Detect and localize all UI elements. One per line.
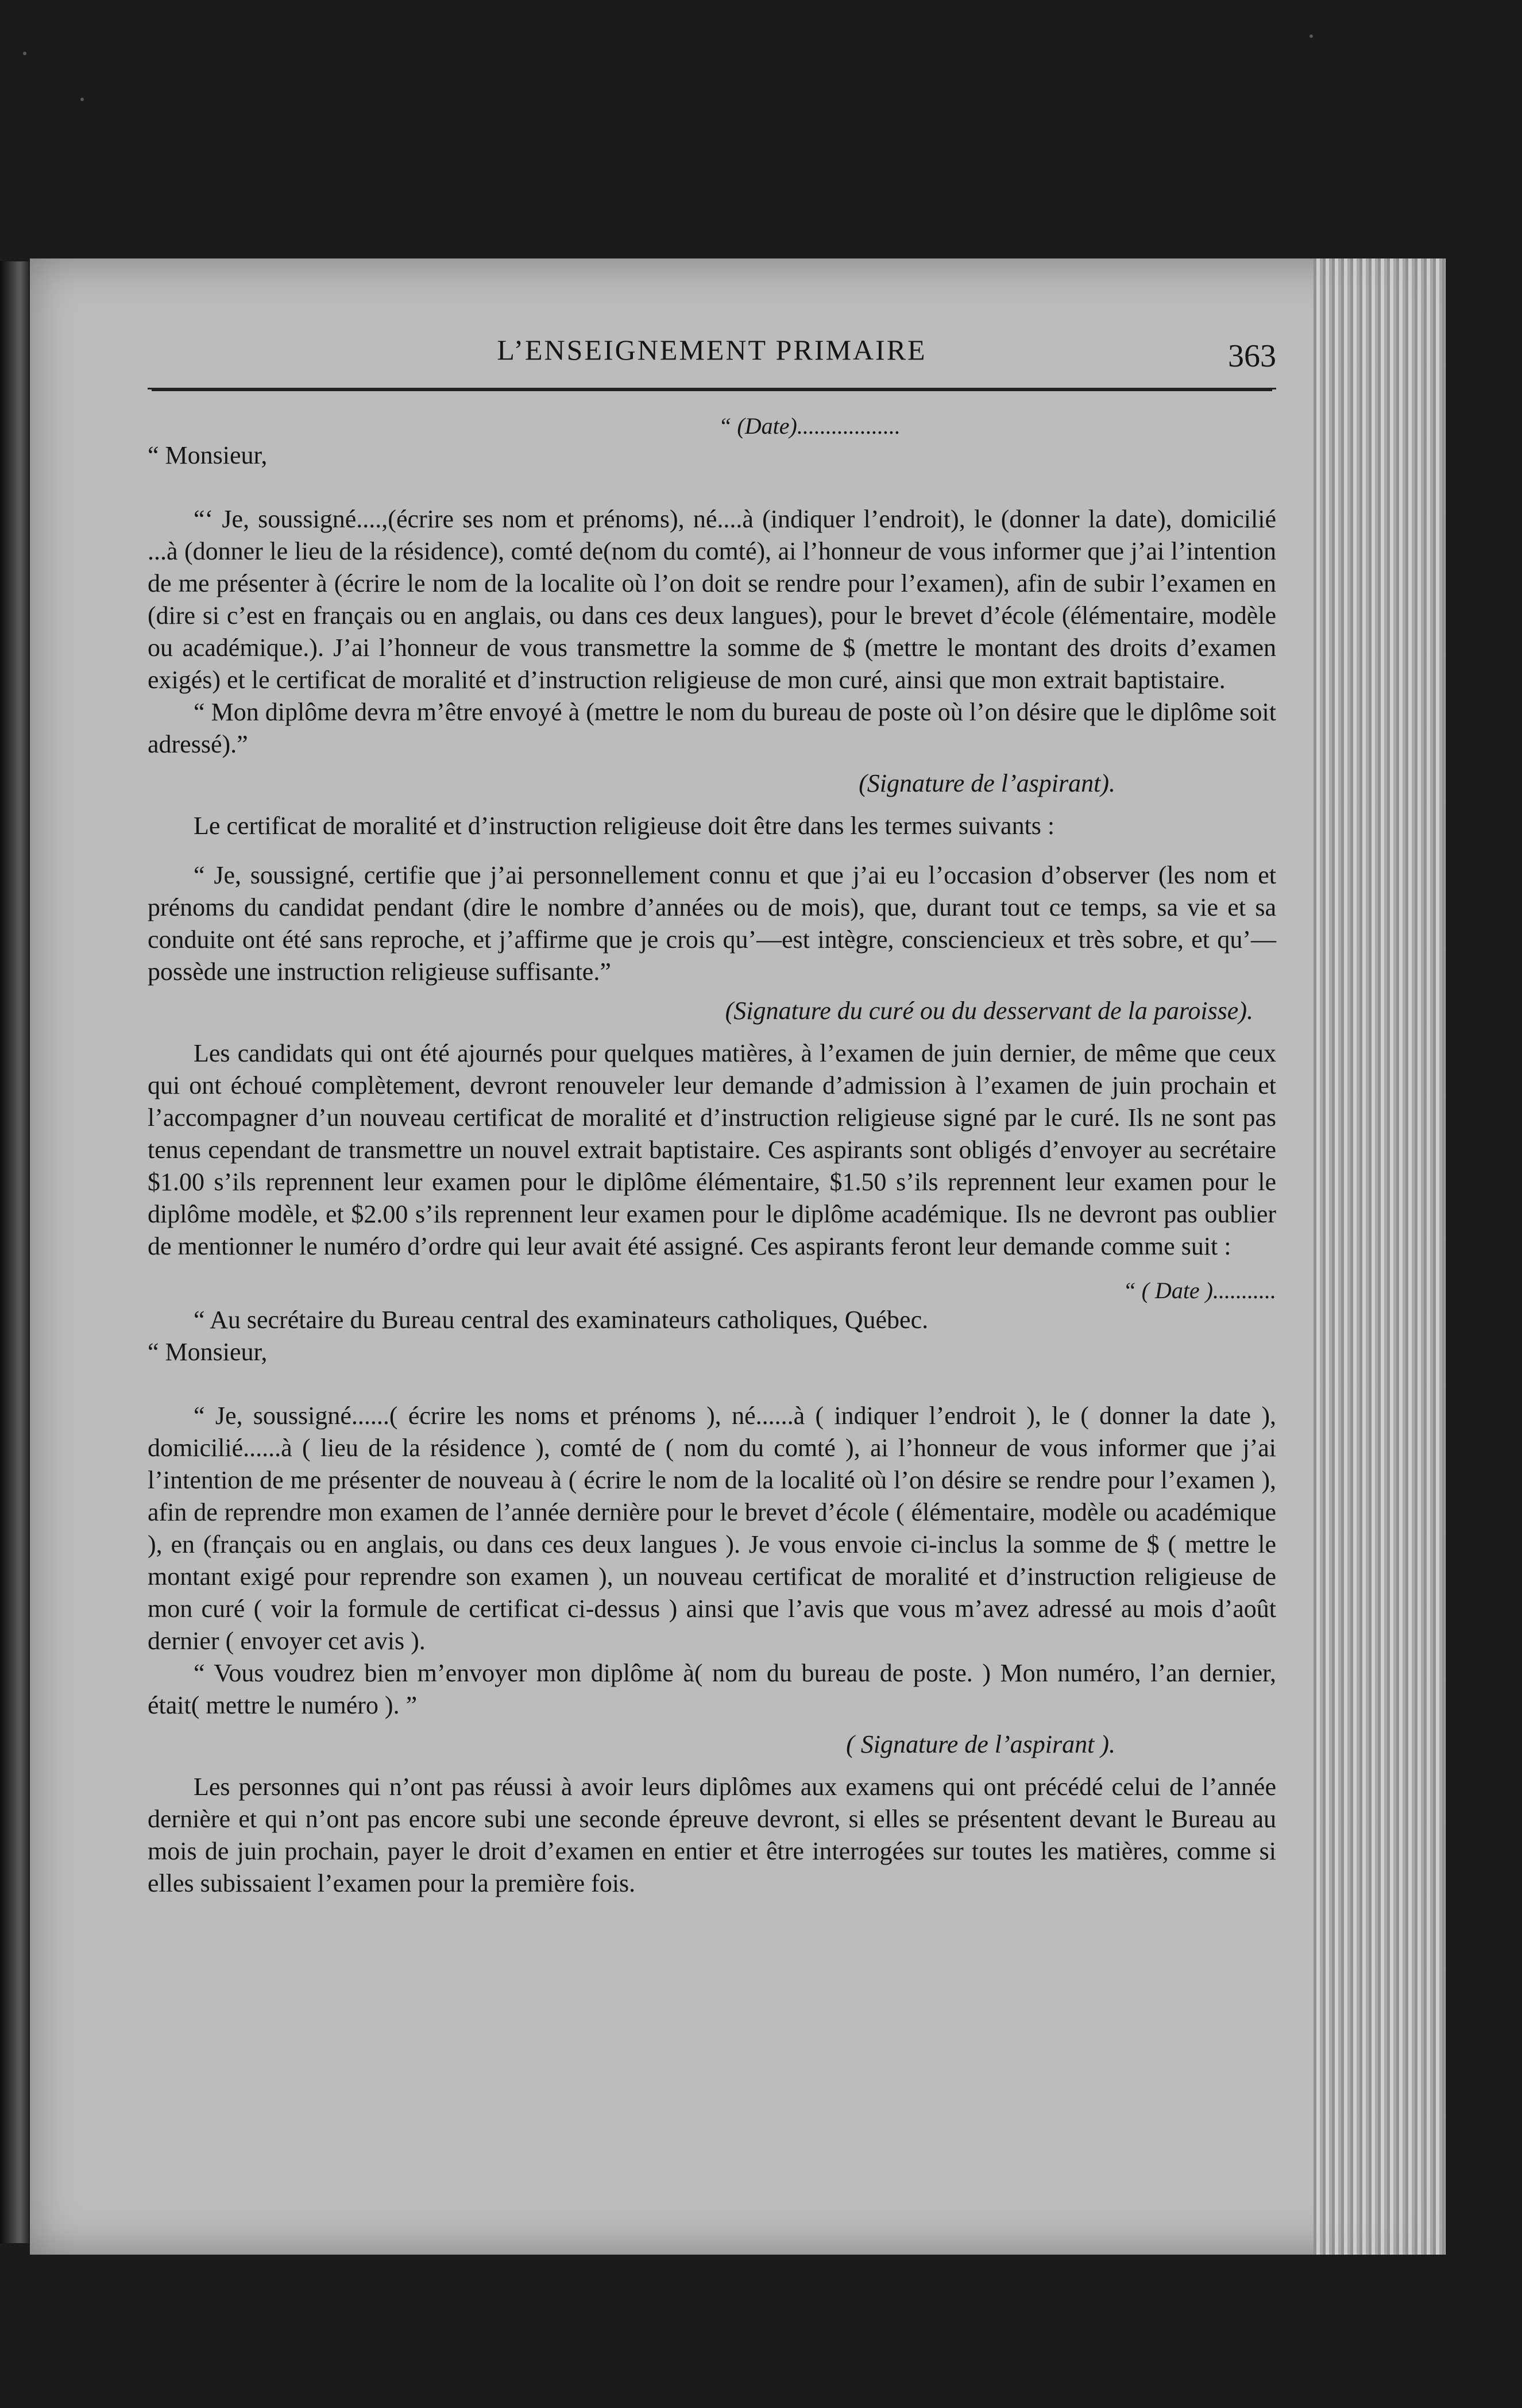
letter2-body: “ Je, soussigné......( écrire les noms et prénoms ), né......à ( indiquer l’endroit ), le ( donner la date ), domicilié......à ( lieu de la résidence ), comté de ( nom du comté ), ai l’honneur de vous informer que j’ai l’intention de me présenter de nouveau à ( écrire le nom de la localité où l’on désire se rendre pour l’examen ), afin de reprendre mon examen de l’année dernière pour le brevet d’école ( élémentaire, modèle ou académique ), en (français ou en anglais, ou dans ces deux langues ). Je vous envoie ci-inclus la somme de $ ( mettre le montant exigé pour reprendre son examen ), un nouveau certificat de moralité et d’instruction religieuse de mon curé ( voir la formule de certificat ci-dessus ) ainsi que l’avis que vous m’avez adressé au mois d’août dernier ( envoyer cet avis ). bbox=[148, 1402, 1276, 1655]
letter1-salutation: “ Monsieur, bbox=[148, 441, 268, 469]
ajournes-paragraph: Les candidats qui ont été ajournés pour quelques matières, à l’examen de juin dernier, de même que ceux qui ont échoué complètement, devront renouveler leur demande d’admission à l’examen de juin prochain et l’accompagner d’un nouveau certificat de moralité et d’instruction religieuse signé par le curé. Ils ne sont pas tenus cependant de transmettre un nouvel extrait baptistaire. Ces aspirants sont obligés d’envoyer au secrétaire $1.00 s’ils reprennent leur examen pour le diplôme élémentaire, $1.50 s’ils reprennent leur examen pour le diplôme modèle, et $2.00 s’ils reprennent leur examen pour le diplôme académique. Ils ne devront pas oublier de mentionner le numéro d’ordre qui leur avait été assigné. Ces aspirants feront leur demande comme suit : bbox=[148, 1039, 1276, 1260]
letter1-signature: (Signature de l’aspirant). bbox=[859, 769, 1115, 797]
page-stack-edges bbox=[1314, 258, 1446, 2255]
certificate-signature: (Signature du curé ou du desservant de la paroisse). bbox=[725, 997, 1253, 1025]
adjacent-page-edge bbox=[0, 261, 29, 2243]
letter2-signature: ( Signature de l’aspirant ). bbox=[846, 1730, 1115, 1758]
certificate-intro: Le certificat de moralité et d’instruction religieuse doit être dans les termes suivants : bbox=[194, 812, 1055, 840]
letter2-salutation: “ Monsieur, bbox=[148, 1338, 268, 1366]
film-speck bbox=[80, 98, 84, 101]
running-title: L’ENSEIGNEMENT PRIMAIRE bbox=[497, 334, 927, 366]
letter1-date: “ (Date).................. bbox=[718, 413, 901, 439]
letter2-date: “ ( Date )........... bbox=[1123, 1278, 1276, 1303]
letter1-diploma-request: “ Mon diplôme devra m’être envoyé à (mettre le nom du bureau de poste où l’on désire que le diplôme soit adressé).” bbox=[148, 698, 1276, 758]
film-speck bbox=[23, 52, 26, 55]
closing-paragraph: Les personnes qui n’ont pas réussi à avoir leurs diplômes aux examens qui ont précédé celui de l’année dernière et qui n’ont pas encore subi une seconde épreuve devront, si elles se présentent devant le Bureau au mois de juin prochain, payer le droit d’examen en entier et être interrogées sur toutes les matières, comme si elles subissaient l’examen pour la première fois. bbox=[148, 1773, 1276, 1897]
certificate-text: “ Je, soussigné, certifie que j’ai personnellement connu et que j’ai eu l’occasion d’observer (les nom et prénoms du candidat pendant (dire le nombre d’années ou de mois), que, durant tout ce temps, sa vie et sa conduite ont été sans reproche, et j’affirme que je crois qu’—est intègre, consciencieux et très sobre, et qu’—possède une instruction religieuse suffisante.” bbox=[148, 861, 1276, 986]
page-number: 363 bbox=[1228, 338, 1276, 374]
book-page bbox=[30, 258, 1446, 2255]
page-text-block bbox=[148, 327, 1276, 1900]
letter1-body: “‘ Je, soussigné....,(écrire ses nom et prénoms), né....à (indiquer l’endroit), le (donner la date), domicilié ...à (donner le lieu de la résidence), comté de(nom du comté), ai l’honneur de vous informer que j’ai l’intention de me présenter à (écrire le nom de la localite où l’on doit se rendre pour l’examen), afin de subir l’examen en (dire si c’est en français ou en anglais, ou dans ces deux langues), pour le brevet d’école (élémentaire, modèle ou académique.). J’ai l’honneur de vous transmettre la somme de $ (mettre le montant des droits d’examen exigés) et le certificat de moralité et d’instruction religieuse de mon curé, ainsi que mon extrait baptistaire. bbox=[148, 505, 1276, 694]
running-head bbox=[148, 327, 1276, 389]
letter2-address: “ Au secrétaire du Bureau central des examinateurs catholiques, Québec. bbox=[194, 1306, 929, 1334]
letter2-diploma-request: “ Vous voudrez bien m’envoyer mon diplôme à( nom du bureau de poste. ) Mon numéro, l’an dernier, était( mettre le numéro ). ” bbox=[148, 1659, 1276, 1719]
film-speck bbox=[1309, 34, 1313, 38]
